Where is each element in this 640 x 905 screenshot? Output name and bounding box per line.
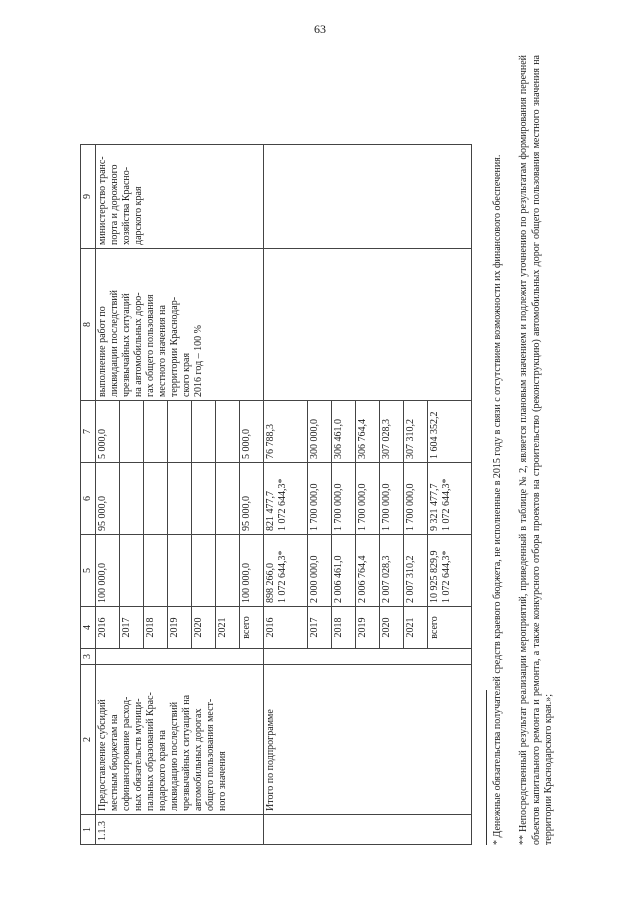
amount-cell: 2 006 461,0 xyxy=(332,535,356,607)
amount-cell: 2 000 000,0 xyxy=(308,535,332,607)
header-cell: 9 xyxy=(81,145,96,249)
empty-cell xyxy=(264,815,472,845)
amount-cell: 5 000,0 xyxy=(96,401,120,463)
item-description: Предоставление субсидий местным бюджетам на софинансирование расход- ных обязательств муници- пальных образований Крас- нодарского края на ликвидацию последствий чрезвычайных ситуаций на автомобильных дорогах общего пользования мест- ного значения xyxy=(96,665,264,815)
amount-cell: 898 266,0 1 072 644,3* xyxy=(264,535,308,607)
amount-cell xyxy=(216,401,240,463)
footnote: * Денежные обязательства получателей средств краевого бюджета, не исполненные в 2015 году в связи с отсутствием возможности их финансового обеспечения. xyxy=(492,154,503,845)
year-cell: 2016 xyxy=(264,607,308,649)
subprogram-table xyxy=(80,144,472,845)
year-cell: 2019 xyxy=(356,607,380,649)
amount-cell: 5 000,0 xyxy=(240,401,264,463)
amount-cell xyxy=(144,535,168,607)
year-cell: всего xyxy=(240,607,264,649)
header-cell: 7 xyxy=(81,401,96,463)
amount-cell xyxy=(168,463,192,535)
amount-cell xyxy=(120,535,144,607)
amount-cell: 2 007 310,2 xyxy=(404,535,428,607)
amount-cell: 2 006 764,4 xyxy=(356,535,380,607)
amount-cell: 306 764,4 xyxy=(356,401,380,463)
amount-cell: 95 000,0 xyxy=(240,463,264,535)
year-cell: 2020 xyxy=(192,607,216,649)
amount-cell: 300 000,0 xyxy=(308,401,332,463)
amount-cell xyxy=(144,401,168,463)
amount-cell: 1 700 000,0 xyxy=(356,463,380,535)
table-row xyxy=(264,145,308,845)
amount-cell: 76 788,3 xyxy=(264,401,308,463)
footnote-divider xyxy=(486,690,487,845)
header-cell: 2 xyxy=(81,665,96,815)
amount-cell: 100 000,0 xyxy=(96,535,120,607)
header-cell: 3 xyxy=(81,649,96,665)
item-result: выполнение работ по ликвидации последствий чрезвычайных ситуаций на автомобильных доро- гах общего пользования местного значения на территории Краснодар- ского края 2016 год – 100 % xyxy=(96,249,264,401)
amount-cell: 9 321 477,7 1 072 644,3* xyxy=(428,463,472,535)
amount-cell: 10 925 829,9 1 072 644,3* xyxy=(428,535,472,607)
empty-cell xyxy=(264,649,472,665)
amount-cell xyxy=(168,401,192,463)
header-cell: 4 xyxy=(81,607,96,649)
item-customer: министерство транс- порта и дорожного хозяйства Красно- дарского края xyxy=(96,145,264,249)
header-cell: 1 xyxy=(81,815,96,845)
amount-cell: 306 461,0 xyxy=(332,401,356,463)
amount-cell: 2 007 028,3 xyxy=(380,535,404,607)
year-cell: 2021 xyxy=(404,607,428,649)
rotated-sheet xyxy=(80,45,570,845)
amount-cell xyxy=(216,463,240,535)
year-cell: 2017 xyxy=(120,607,144,649)
year-cell: 2018 xyxy=(144,607,168,649)
header-cell: 6 xyxy=(81,463,96,535)
amount-cell: 307 310,2 xyxy=(404,401,428,463)
year-cell: 2021 xyxy=(216,607,240,649)
item-number: 1.1.3 xyxy=(96,815,264,845)
amount-cell: 1 700 000,0 xyxy=(404,463,428,535)
empty-cell xyxy=(264,145,472,249)
amount-cell xyxy=(120,401,144,463)
amount-cell xyxy=(216,535,240,607)
amount-cell xyxy=(144,463,168,535)
amount-cell: 95 000,0 xyxy=(96,463,120,535)
column-number-row xyxy=(81,145,96,845)
year-cell: 2016 xyxy=(96,607,120,649)
year-cell: всего xyxy=(428,607,472,649)
page-number: 63 xyxy=(314,22,326,36)
amount-cell xyxy=(168,535,192,607)
amount-cell: 821 477,7 1 072 644,3* xyxy=(264,463,308,535)
header-cell: 5 xyxy=(81,535,96,607)
year-cell: 2018 xyxy=(332,607,356,649)
header-cell: 8 xyxy=(81,249,96,401)
amount-cell: 307 028,3 xyxy=(380,401,404,463)
year-cell: 2017 xyxy=(308,607,332,649)
year-cell: 2019 xyxy=(168,607,192,649)
amount-cell xyxy=(120,463,144,535)
amount-cell: 1 700 000,0 xyxy=(308,463,332,535)
table-row xyxy=(96,145,120,845)
total-label: Итого по подпрограмме xyxy=(264,665,472,815)
footnote: ** Непосредственный результат реализации мероприятий, приведенный в таблице № 2, является плановым значением и подлежит уточнению по результатам формирования перечней объектов капитального ремонта и ремонта, а также конкурсного отбора проектов на строительство (реконструкцию) автомобильных дорог общего пользования местного значения на территории Краснодарского края.»; xyxy=(518,55,554,845)
year-cell: 2020 xyxy=(380,607,404,649)
amount-cell xyxy=(192,535,216,607)
empty-cell xyxy=(264,249,472,401)
empty-cell xyxy=(96,649,264,665)
amount-cell: 1 700 000,0 xyxy=(380,463,404,535)
amount-cell: 1 604 352,2 xyxy=(428,401,472,463)
amount-cell: 100 000,0 xyxy=(240,535,264,607)
amount-cell: 1 700 000,0 xyxy=(332,463,356,535)
amount-cell xyxy=(192,463,216,535)
amount-cell xyxy=(192,401,216,463)
